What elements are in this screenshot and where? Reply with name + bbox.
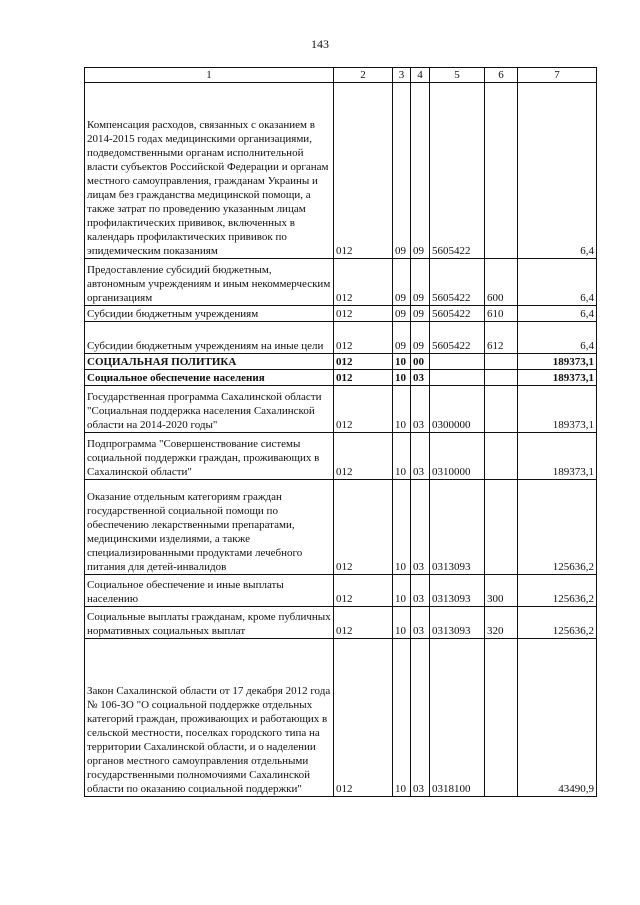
table-row <box>85 607 597 639</box>
row-section: 10 <box>393 354 411 370</box>
row-ministry: 012 <box>334 607 393 639</box>
row-ministry: 012 <box>334 370 393 386</box>
row-target: 0313093 <box>430 480 485 575</box>
row-expense-type: 612 <box>485 322 518 354</box>
row-target: 0310000 <box>430 433 485 480</box>
row-section: 09 <box>393 259 411 306</box>
table-row <box>85 322 597 354</box>
row-name: Оказание отдельным категориям граждан государственной социальной помощи по обеспечению лекарственными препаратами, медицинскими изделиями, а также специализированными продуктами лечебного питания для детей-инвалидов <box>85 480 334 575</box>
row-name: Закон Сахалинской области от 17 декабря 2012 года № 106-ЗО "О социальной поддержке отдельных категорий граждан, проживающих и работающих в сельской местности, поселках городского типа на территории Сахалинской области, и о наделении органов местного самоуправления отдельными государственными полномочиями Сахалинской области по оказанию социальной поддержки" <box>85 639 334 797</box>
row-expense-type: 300 <box>485 575 518 607</box>
row-subsection: 00 <box>411 354 430 370</box>
row-subsection: 03 <box>411 575 430 607</box>
table-row <box>85 83 597 259</box>
row-subsection: 03 <box>411 433 430 480</box>
row-target: 5605422 <box>430 83 485 259</box>
row-ministry: 012 <box>334 575 393 607</box>
header-cell-section: 3 <box>393 68 411 83</box>
row-expense-type <box>485 83 518 259</box>
table-row <box>85 639 597 797</box>
row-ministry: 012 <box>334 639 393 797</box>
row-section: 10 <box>393 370 411 386</box>
row-subsection: 09 <box>411 83 430 259</box>
header-cell-expense-type: 6 <box>485 68 518 83</box>
row-ministry: 012 <box>334 322 393 354</box>
row-expense-type: 600 <box>485 259 518 306</box>
row-target: 0318100 <box>430 639 485 797</box>
row-name: Субсидии бюджетным учреждениям <box>85 306 334 322</box>
header-cell-subsection: 4 <box>411 68 430 83</box>
row-name: Государственная программа Сахалинской области "Социальная поддержка населения Сахалинской области на 2014-2020 годы" <box>85 386 334 433</box>
row-target: 5605422 <box>430 322 485 354</box>
row-amount: 189373,1 <box>518 354 597 370</box>
row-amount: 6,4 <box>518 83 597 259</box>
row-ministry: 012 <box>334 480 393 575</box>
row-name: СОЦИАЛЬНАЯ ПОЛИТИКА <box>85 354 334 370</box>
row-name: Субсидии бюджетным учреждениям на иные цели <box>85 322 334 354</box>
header-cell-ministry: 2 <box>334 68 393 83</box>
row-expense-type <box>485 354 518 370</box>
row-ministry: 012 <box>334 386 393 433</box>
row-name: Подпрограмма "Совершенствование системы социальной поддержки граждан, проживающих в Сахалинской области" <box>85 433 334 480</box>
row-name: Компенсация расходов, связанных с оказанием в 2014-2015 годах медицинскими организациями, подведомственными органам исполнительной власти субъектов Российской Федерации и органам местного самоуправления, гражданам Украины и лицам без гражданства медицинской помощи, а также затрат по проведению указанным лицам профилактических прививок, включенных в календарь профилактических прививок по эпидемическим показаниям <box>85 83 334 259</box>
row-subsection: 03 <box>411 386 430 433</box>
row-expense-type <box>485 639 518 797</box>
row-amount: 6,4 <box>518 322 597 354</box>
row-expense-type: 320 <box>485 607 518 639</box>
row-section: 10 <box>393 575 411 607</box>
table-row <box>85 480 597 575</box>
row-section: 10 <box>393 480 411 575</box>
table-row <box>85 575 597 607</box>
row-amount: 189373,1 <box>518 433 597 480</box>
row-name: Социальное обеспечение и иные выплаты населению <box>85 575 334 607</box>
row-section: 10 <box>393 386 411 433</box>
row-subsection: 03 <box>411 639 430 797</box>
budget-table <box>84 67 597 797</box>
row-ministry: 012 <box>334 83 393 259</box>
row-name: Предоставление субсидий бюджетным, автономным учреждениям и иным некоммерческим организациям <box>85 259 334 306</box>
row-amount: 43490,9 <box>518 639 597 797</box>
row-amount: 189373,1 <box>518 386 597 433</box>
row-ministry: 012 <box>334 306 393 322</box>
header-cell-name: 1 <box>85 68 334 83</box>
row-target: 0300000 <box>430 386 485 433</box>
table-row <box>85 259 597 306</box>
table-row <box>85 433 597 480</box>
row-target: 5605422 <box>430 259 485 306</box>
row-subsection: 09 <box>411 259 430 306</box>
header-cell-amount: 7 <box>518 68 597 83</box>
table-row <box>85 354 597 370</box>
row-subsection: 09 <box>411 306 430 322</box>
table-row <box>85 386 597 433</box>
row-expense-type: 610 <box>485 306 518 322</box>
row-section: 10 <box>393 639 411 797</box>
row-amount: 6,4 <box>518 306 597 322</box>
table-header-row <box>85 68 597 83</box>
row-expense-type <box>485 386 518 433</box>
row-name: Социальные выплаты гражданам, кроме публичных нормативных социальных выплат <box>85 607 334 639</box>
row-ministry: 012 <box>334 433 393 480</box>
row-amount: 6,4 <box>518 259 597 306</box>
row-amount: 125636,2 <box>518 607 597 639</box>
row-amount: 125636,2 <box>518 480 597 575</box>
row-subsection: 03 <box>411 370 430 386</box>
page-number: 143 <box>311 37 329 51</box>
row-section: 09 <box>393 83 411 259</box>
table-row <box>85 306 597 322</box>
row-section: 09 <box>393 322 411 354</box>
row-target: 0313093 <box>430 575 485 607</box>
row-amount: 189373,1 <box>518 370 597 386</box>
row-section: 09 <box>393 306 411 322</box>
row-ministry: 012 <box>334 259 393 306</box>
row-expense-type <box>485 480 518 575</box>
row-section: 10 <box>393 433 411 480</box>
header-cell-target: 5 <box>430 68 485 83</box>
row-subsection: 03 <box>411 480 430 575</box>
row-target: 0313093 <box>430 607 485 639</box>
row-subsection: 03 <box>411 607 430 639</box>
row-section: 10 <box>393 607 411 639</box>
row-target <box>430 354 485 370</box>
row-target <box>430 370 485 386</box>
row-ministry: 012 <box>334 354 393 370</box>
row-expense-type <box>485 370 518 386</box>
row-name: Социальное обеспечение населения <box>85 370 334 386</box>
table-row <box>85 370 597 386</box>
row-expense-type <box>485 433 518 480</box>
row-target: 5605422 <box>430 306 485 322</box>
row-amount: 125636,2 <box>518 575 597 607</box>
row-subsection: 09 <box>411 322 430 354</box>
